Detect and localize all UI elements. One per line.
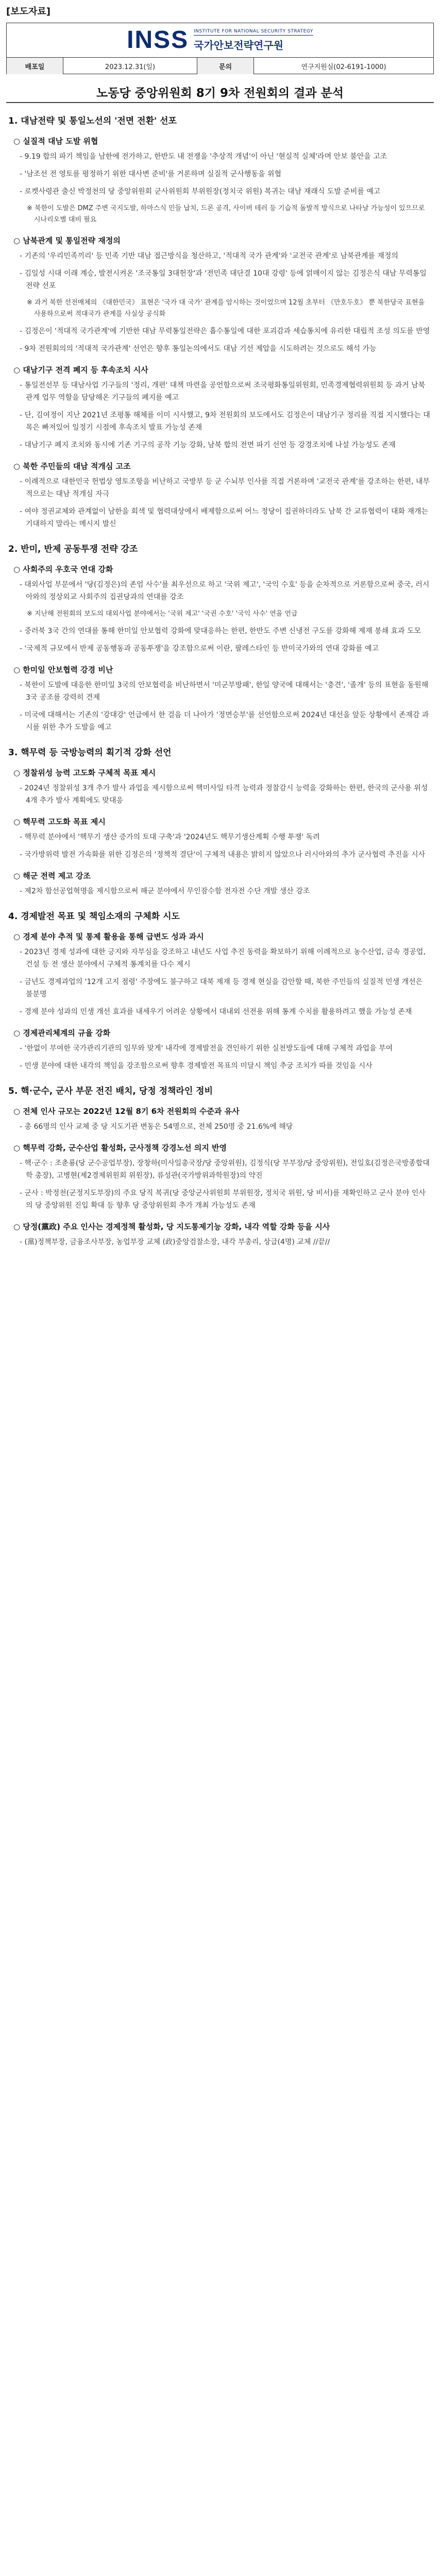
bullet-paragraph: - 총 66명의 인사 교체 중 당 지도기관 변동은 54명으로, 전체 250명 중 21.6%에 해당: [20, 1123, 293, 1131]
org-name-ko: 국가안보전략연구원: [194, 39, 284, 52]
subsection-heading: ○ 북한 주민들의 대남 적개심 고조: [13, 462, 131, 471]
subsection-heading: ○ 대남기구 전격 폐지 등 후속조치 시사: [13, 365, 148, 375]
date-label: 배포일: [7, 58, 63, 74]
bullet-paragraph: - 로켓사령관 출신 박정천의 당 중앙위원회 군사위원회 부위원장(정치국 위원) 복귀는 대남 재래식 도발 준비를 예고: [20, 188, 381, 196]
inss-logo: [127, 28, 313, 53]
bullet-paragraph: - 기존의 '우리민족끼리' 등 민족 기반 대남 접근방식을 청산하고, '적대적 국가 관계'와 '교전국 관계'로 남북관계를 재정의: [20, 252, 398, 260]
bullet-paragraph: - 통일전선부 등 대남사업 기구들의 '정리, 개편' 대책 마련을 공언함으로써 조국평화통일위원회, 민족경제협력위원회 등 과거 남북관계 업무 역할을 담당해온 기구들의 폐지를 예고: [20, 381, 426, 402]
bullet-paragraph: - 이례적으로 대한민국 헌법상 영토조항을 비난하고 국방부 등 군 수뇌부 인사를 직접 거론하며 '교전국 관계'를 강조하는 한편, 내부적으로는 대남 적개심 자극: [20, 478, 430, 498]
info-row: [7, 57, 433, 74]
bullet-paragraph: - 민생 분야에 대한 내각의 책임을 강조함으로써 향후 경제발전 목표의 미달시 책임 추궁 조치가 따를 것임을 시사: [20, 1062, 373, 1070]
bullet-paragraph: - 단, 김여정이 지난 2021년 조평통 해체를 이미 시사했고, 9차 전원회의 보도에서도 김정은이 대남기구 정리를 직접 지시했다는 대목은 빠져있어 일정기 시점에 후속조치 발표 가능성 존재: [20, 411, 430, 432]
subsection-heading: ○ 핵무력 강화, 군수산업 활성화, 군사정책 강경노선 의지 반영: [13, 1143, 227, 1153]
section-heading: 4. 경제발전 목표 및 책임소재의 구체화 시도: [8, 911, 180, 922]
bullet-paragraph: - 국가방위력 발전 가속화를 위한 김정은의 '정책적 결단'이 구체적 내용은 밝히지 않았으나 러시아와의 추가 군사협력 추진을 시사: [20, 851, 426, 859]
logo-text: INSS: [127, 26, 189, 54]
bullet-paragraph: - 9차 전원회의의 '적대적 국가관계' 선언은 향후 통일논의에서도 대남 기선 제압을 시도하려는 것으로도 해석 가능: [20, 345, 377, 353]
bullet-paragraph: - 금년도 경제과업의 '12개 고지 점령' 주장에도 불구하고 대북 제재 등 경제 현실을 감안할 때, 북한 주민들의 실질적 민생 개선은 불분명: [20, 978, 423, 998]
bullet-paragraph: - 여야 정권교체와 관계없이 남한을 회색 및 협력대상에서 배제함으로써 어느 정당이 집권하더라도 남북 간 교류협력이 대화 재개는 기대하지 말라는 메시지 발신: [20, 507, 429, 528]
bullet-paragraph: - 북한이 도발에 대응한 한미일 3국의 안보협력을 비난하면서 '미군부방패', 한일 양국에 대해서는 '충견', '졸개' 등의 표현을 동원해 3국 공조를 강력히 견제: [20, 681, 429, 702]
section-heading: 3. 핵무력 등 국방능력의 획기적 강화 선언: [8, 748, 172, 758]
logo-row: [7, 23, 433, 57]
release-date: 2023.12.31(일): [63, 58, 197, 74]
note-paragraph: ※ 지난해 전원회의 보도의 대외사업 분야에서는 '국위 제고' '국권 수호' '국익 사수' 연을 언급: [27, 610, 298, 618]
bullet-paragraph: - 2023년 경제 성과에 대한 긍지와 자부심을 강조하고 내년도 사업 추진 동력을 확보하기 위해 이례적으로 농수산업, 금속 경공업, 건설 등 전 생산 분야에서 구체적 통계치를 다수 제시: [20, 948, 426, 969]
press-release-tag: [보도자료]: [6, 6, 51, 17]
bullet-paragraph: - 2024년 정찰위성 3개 추가 발사 과업을 제시함으로써 핵미사일 타격 능력과 정찰감시 능력을 강화하는 한편, 한국의 군사용 위성 4개 추가 발사 계획에도 맞대응: [20, 784, 428, 805]
contact-label: 문의: [197, 58, 254, 74]
bullet-paragraph: - 중러북 3국 간의 연대를 통해 한미일 안보협력 강화에 맞대응하는 한편, 한반도 주변 신냉전 구도를 강화해 제재 봉쇄 효과 도모: [20, 627, 421, 635]
document-body: [8, 110, 432, 1253]
bullet-paragraph: - 대외사업 부문에서 '당(김정은)의 존엄 사수'를 최우선으로 하고 '국위 제고', '국익 수호' 등을 순차적으로 거론함으로써 중국, 러시아와의 정상외교 사회주의 집권당과의 연대를 강조: [20, 581, 430, 601]
section-heading: 1. 대남전략 및 통일노선의 '전면 전환' 선포: [8, 116, 177, 126]
title-divider: [6, 102, 434, 103]
bullet-paragraph: - 미국에 대해서는 기존의 '강대강' 언급에서 한 걸음 더 나아가 '정면승부'를 선언함으로써 2024년 대선을 앞둔 상황에서 존재감 과시를 위한 추가 도발을 예고: [20, 711, 429, 732]
bullet-paragraph: - 경제 분야 성과의 민생 개선 효과를 내세우기 어려운 상황에서 대내외 선전용 위해 통계 수치를 활용하려고 했을 가능성 존재: [20, 1008, 412, 1016]
org-name-en: INSTITUTE FOR NATIONAL SECURITY STRATEGY: [194, 29, 313, 36]
bullet-paragraph: - 핵·군수 : 조춘룡(당 군수공업부장), 장창하(미사일총국장/당 중앙위원), 김정식(당 부부장/당 중앙위원), 전일호(김정은국방종합대학 총장), 고병현(제2경제위원회 위원장), 류성관(국가방위과학원장)의 약진: [20, 1159, 430, 1180]
note-paragraph: ※ 과거 북한 선전매체의 《대한민국》 표현은 '국가 대 국가' 관계를 암시하는 것이었으며 12월 초부터 《만호두호》 뿐 북한당국 표현을 사용하으로써 적대국가 관계를 사실상 공식화: [27, 299, 425, 318]
bullet-paragraph: - 대남기구 폐지 조치와 동시에 기존 기구의 공작 기능 강화, 남북 합의 전면 파기 선언 등 강경조치에 나설 가능성도 존재: [20, 441, 396, 449]
subsection-heading: ○ 남북관계 및 통일전략 재정의: [13, 236, 121, 245]
subsection-heading: ○ 당정(黨政) 주요 인사는 경제정책 활성화, 당 지도통제기능 강화, 내각 역할 강화 등을 시사: [13, 1222, 330, 1231]
bullet-paragraph: - '남조선 전 영토를 평정하기 위한 대사변 준비'를 거론하며 실질적 군사행동을 위협: [20, 170, 281, 178]
subsection-heading: ○ 핵무력 고도화 목표 제시: [13, 817, 106, 826]
bullet-paragraph: - 김일성 시대 이래 계승, 발전시켜온 '조국통일 3대헌장'과 '전민족 대단결 10대 강령' 등에 얽매이지 않는 김정은식 대남 무력통일전략 선포: [20, 269, 427, 290]
bullet-paragraph: - 핵무력 분야에서 '핵무기 생산 증가의 토대 구축'과 '2024년도 핵무기생산계획 수행 투쟁' 독려: [20, 833, 320, 841]
subsection-heading: ○ 경제 분야 추적 및 통제 활용을 통해 급변도 성과 과시: [13, 932, 204, 941]
subsection-heading: ○ 한미일 안보협력 강경 비난: [13, 665, 113, 674]
bullet-paragraph: - '국제적 규모에서 반제 공동행동과 공동투쟁'을 강조함으로써 이란, 팔레스타인 등 반미국가와의 연대 강화를 예고: [20, 645, 379, 653]
subsection-heading: ○ 전체 인사 규모는 2022년 12월 8기 6차 전원회의 수준과 유사: [13, 1107, 240, 1116]
logo-subtitle: [194, 29, 313, 52]
note-paragraph: ※ 북한이 도발은 DMZ 주변 국지도발, 하마스식 민들 납치, 드론 공격, 사이버 테러 등 기습적 돌발적 방식으로 나타날 가능성이 있으므로 시나리오별 대비 필요: [27, 205, 425, 224]
contact-info: 연구지원실(02-6191-1000): [301, 63, 386, 71]
section-heading: 5. 핵·군수, 군사 부문 전진 배치, 당정 정책라인 정비: [8, 1086, 213, 1096]
header-box: [6, 23, 434, 74]
subsection-heading: ○ 해군 전력 제고 강조: [13, 871, 91, 880]
section-heading: 2. 반미, 반제 공동투쟁 전략 강조: [8, 544, 138, 554]
subsection-heading: ○ 사회주의 우호국 연대 강화: [13, 565, 113, 574]
document-title: 노동당 중앙위원회 8기 9차 전원회의 결과 분석: [96, 87, 344, 100]
subsection-heading: ○ 실질적 대남 도발 위협: [13, 137, 98, 146]
bullet-paragraph: - 군사 : 박정천(군정지도부장)의 주요 당직 복귀(당 중앙군사위원회 부위원장, 정치국 위원, 당 비서)를 재확인하고 군사 분야 인사의 당 중앙위원 진입 확대 등 향후 당 중앙위원회 추가 개최 가능성도 존재: [20, 1189, 426, 1210]
subsection-heading: ○ 경제관리체계의 규율 강화: [13, 1028, 111, 1038]
subsection-heading: ○ 정찰위성 능력 고도화 구체적 목표 제시: [13, 768, 156, 777]
bullet-paragraph: - 제2차 함선공업혁명을 제시함으로써 해군 분야에서 무인잠수함 전자전 수단 개발 생산 강조: [20, 887, 310, 895]
bullet-paragraph: - (黨)정책부장, 금융조사부장, 농업부장 교체 (政)중앙검찰소장, 내각 부총리, 상급(4명) 교체 //끝//: [20, 1238, 330, 1246]
bullet-paragraph: - '한없이 부여한 국가관리기관의 임무와 맞게' 내각에 경제발전을 견인하기 위한 실천방도들에 대해 구체적 과업을 부여: [20, 1044, 393, 1053]
bullet-paragraph: - 김정은이 '적대적 국가관계'에 기반한 대남 무력통일전략은 흡수통일에 대한 포괴감과 세습통치에 유리한 대립적 조성 의도를 반영: [20, 327, 430, 335]
bullet-paragraph: - 9.19 합의 파기 책임을 남한에 전가하고, 한반도 내 전쟁을 '추상적 개념'이 아닌 '현실적 실체'라며 안보 불안을 고조: [20, 152, 387, 161]
